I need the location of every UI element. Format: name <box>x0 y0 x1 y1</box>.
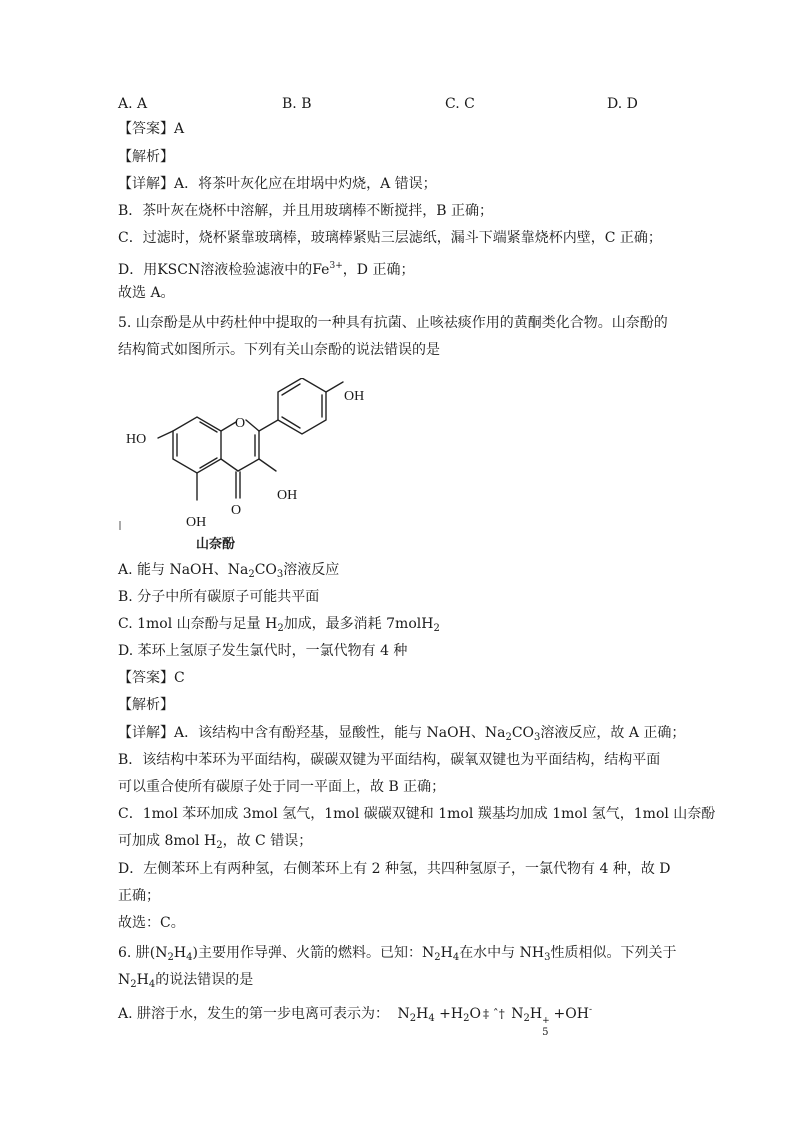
q5-stem-line1: 5. 山奈酚是从中药杜仲中提取的一种具有抗菌、止咳祛痰作用的黄酮类化合物。山奈酚的 <box>118 315 668 331</box>
q5-option-d: D. 苯环上氢原子发生氯代时，一氯代物有 4 种 <box>118 643 408 659</box>
label-oh-right: OH <box>277 488 298 503</box>
q5-detail-d1: D．左侧苯环上有两种氢，右侧苯环上有 2 种氢，共四种氢原子，一氯代物有 4 种，故 D <box>118 861 671 877</box>
label-o-carbonyl: O <box>231 503 242 518</box>
q5-detail-b2: 可以重合使所有碳原子处于同一平面上，故 B 正确； <box>118 779 446 795</box>
q4-analysis-label: 【解析】 <box>118 149 174 165</box>
q6-option-a: A. 肼溶于水，发生的第一步电离可表示为： $N_2H_4 +H_2O$ ‡ ˆ† $N_2H$ + 5 +OH- <box>118 1005 592 1038</box>
q5-detail-a: 【详解】A．该结构中含有酚羟基，显酸性，能与 NaOH、$Na_2CO_3$溶液反应，故 A 正确； <box>118 725 686 743</box>
q4-choose: 故选 A。 <box>118 285 175 301</box>
label-oh-bottom: OH <box>186 515 207 530</box>
label-o-ring: O <box>235 416 246 431</box>
figure-caption: 山奈酚 <box>196 537 236 552</box>
q4-detail-a: 【详解】A．将茶叶灰化应在坩埚中灼烧，A 错误； <box>118 176 437 192</box>
kaempferol-structure-figure <box>118 378 388 558</box>
q5-detail-c1: C．1mol 苯环加成 3mol 氢气，1mol 碳碳双键和 1mol 羰基均加成 1mol 氢气，1mol 山奈酚 <box>118 806 716 822</box>
prev-option-c: C. C <box>445 96 475 112</box>
label-ho-left: HO <box>126 432 147 447</box>
q5-option-c: C. 1mol 山奈酚与足量 $H_2$加成，最多消耗 7molH$_2$ <box>118 616 440 634</box>
q5-analysis-label: 【解析】 <box>118 697 174 713</box>
q5-detail-b1: B．该结构中苯环为平面结构，碳碳双键为平面结构，碳氧双键也为平面结构，结构平面 <box>118 752 661 768</box>
q5-choose: 故选：C。 <box>118 915 185 931</box>
prev-option-b: B. B <box>282 96 312 112</box>
ionization-equation: $N_2H_4 +H_2O$ ‡ ˆ† $N_2H$ + 5 +OH- <box>397 1005 592 1038</box>
q4-answer: 【答案】A <box>118 121 185 137</box>
equilibrium-arrow: ‡ ˆ† <box>482 1007 505 1021</box>
prev-option-d: D. D <box>607 96 638 112</box>
q5-detail-d2: 正确； <box>118 888 160 904</box>
q5-answer: 【答案】C <box>118 670 185 686</box>
q5-option-b: B. 分子中所有碳原子可能共平面 <box>118 589 320 605</box>
q6-stem-line1: 6. 肼$(N_2H_4)$主要用作导弹、火箭的燃料。已知：$N_2H_4$在水中与 $NH_3$性质相似。下列关于 <box>118 945 677 963</box>
q5-stem-line2: 结构简式如图所示。下列有关山奈酚的说法错误的是 <box>118 342 440 358</box>
q5-option-a: A. 能与 NaOH、$Na_2CO_3$溶液反应 <box>118 562 340 580</box>
q5-detail-c2: 可加成 8mol $H_2$，故 C 错误； <box>118 833 313 851</box>
q4-detail-d: D．用KSCN溶液检验滤液中的$Fe^{3+}$，D 正确； <box>118 261 415 278</box>
q4-detail-c: C．过滤时，烧杯紧靠玻璃棒，玻璃棒紧贴三层滤纸，漏斗下端紧靠烧杯内壁，C 正确； <box>118 230 662 246</box>
prev-option-a: A. A <box>118 96 148 112</box>
q6-stem-line2: $N_2H_4$的说法错误的是 <box>118 972 254 990</box>
q4-detail-b: B．茶叶灰在烧杯中溶解，并且用玻璃棒不断搅拌，B 正确； <box>118 203 494 219</box>
label-oh-top: OH <box>344 389 365 404</box>
